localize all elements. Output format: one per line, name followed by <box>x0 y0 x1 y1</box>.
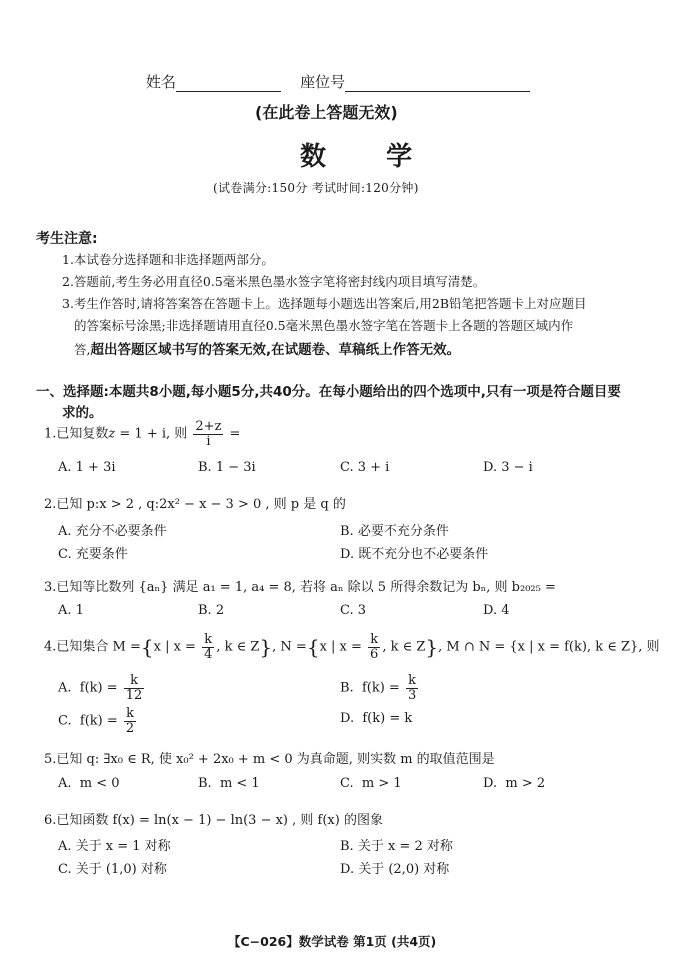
question-4-stem <box>44 633 660 661</box>
notice-item-3-text: 答, <box>74 342 91 357</box>
q4-brace-close-m: } <box>259 635 273 660</box>
q3-option-b: B. 2 <box>198 603 225 618</box>
q1-option-c: C. 3 + i <box>340 460 390 475</box>
q4-option-b-den: 3 <box>407 687 417 703</box>
q6-option-b: B. 关于 x = 2 对称 <box>340 839 453 854</box>
notice-heading: 考生注意: <box>36 231 98 247</box>
q4-option-a-den: 12 <box>125 687 143 703</box>
q4-brace-open-m: { <box>140 635 154 660</box>
q4-brace-close-n: } <box>425 635 439 660</box>
q4-set-m-pre: x | x = <box>153 639 201 655</box>
section-1-heading-line-2: 求的。 <box>62 405 103 421</box>
q4-option-c-fraction <box>124 707 136 735</box>
page-title: 数 学 <box>300 142 427 172</box>
q4-set-n-den: 6 <box>370 646 379 662</box>
q5-option-b: B. m < 1 <box>198 776 260 791</box>
q4-option-c-den: 2 <box>125 720 135 736</box>
seat-blank <box>345 77 530 92</box>
q1-fraction <box>193 420 223 448</box>
q4-set-n-fraction <box>368 633 380 661</box>
q4-set-n-pre: x | x = <box>319 639 367 655</box>
exam-info: (试卷满分:150分 考试时间:120分钟) <box>213 181 419 195</box>
q6-option-a: A. 关于 x = 1 对称 <box>58 839 171 854</box>
notice-item-3-line-1: 3.考生作答时,请将答案答在答题卡上。选择题每小题选出答案后,用2B铅笔把答题卡上对应题目 <box>62 296 587 311</box>
q4-set-m-den: 4 <box>204 646 213 662</box>
notice-item-3-line-3 <box>74 338 460 358</box>
q1-frac-den: i <box>206 433 211 449</box>
q6-option-d: D. 关于 (2,0) 对称 <box>340 862 450 877</box>
notice-item-2: 2.答题前,考生务必用直径0.5毫米黑色墨水签字笔将密封线内项目填写清楚。 <box>62 274 486 289</box>
name-blank <box>176 77 281 92</box>
q4-option-a-pre: A. f(k) = <box>58 680 122 696</box>
invalid-note: (在此卷上答题无效) <box>255 103 398 122</box>
q4-set-m-fraction <box>202 633 214 661</box>
q5-option-c: C. m > 1 <box>340 776 402 791</box>
notice-item-1: 1.本试卷分选择题和非选择题两部分。 <box>62 252 274 267</box>
question-1-stem <box>44 420 240 448</box>
q1-option-b: B. 1 − 3i <box>198 460 256 475</box>
q4-option-a-num: k <box>124 674 145 689</box>
q2-option-c: C. 充要条件 <box>58 547 128 562</box>
section-1-heading-line-1: 一、选择题:本题共8小题,每小题5分,共40分。在每小题给出的四个选项中,只有一项是符合题目要 <box>36 384 621 400</box>
q1-stem-b: = 1 + i, 则 <box>115 426 192 442</box>
q4-set-n-post: , k ∈ Z <box>382 639 426 655</box>
q4-option-b-fraction <box>406 674 418 702</box>
q4-option-c-pre: C. f(k) = <box>58 713 122 729</box>
q4-option-a <box>58 674 146 702</box>
page-footer: 【C−026】数学试卷 第1页 (共4页) <box>228 934 437 949</box>
q4-option-b-pre: B. f(k) = <box>340 680 404 696</box>
q4-set-n-num: k <box>368 633 380 648</box>
q4-option-c-num: k <box>124 707 136 722</box>
q4-set-m-num: k <box>202 633 214 648</box>
q4-stem-b: , N = <box>272 639 307 655</box>
q4-option-a-fraction <box>124 674 145 702</box>
question-2-stem: 2.已知 p:x > 2 , q:2x² − x − 3 > 0 , 则 p 是 q 的 <box>44 497 346 512</box>
q4-brace-open-n: { <box>306 635 320 660</box>
name-label: 姓名 <box>146 73 177 91</box>
q1-var-z: z <box>108 426 116 442</box>
q2-option-a: A. 充分不必要条件 <box>58 524 167 539</box>
q3-option-d: D. 4 <box>483 603 510 618</box>
q5-option-a: A. m < 0 <box>58 776 120 791</box>
q4-stem-c: , M ∩ N = {x | x = f(k), k ∈ Z}, 则 <box>438 639 660 655</box>
q1-stem-a: 1.已知复数 <box>44 426 109 442</box>
seat-label: 座位号 <box>300 73 346 91</box>
question-5-stem: 5.已知 q: ∃x₀ ∈ R, 使 x₀² + 2x₀ + m < 0 为真命题, 则实数 m 的取值范围是 <box>44 752 495 767</box>
name-field <box>146 71 530 92</box>
q3-option-c: C. 3 <box>340 603 367 618</box>
notice-item-3-line-2: 的答案标号涂黑;非选择题请用直径0.5毫米黑色墨水签字笔在答题卡上各题的答题区域内作 <box>74 318 574 333</box>
question-6-stem: 6.已知函数 f(x) = ln(x − 1) − ln(3 − x) , 则 f(x) 的图象 <box>44 813 383 828</box>
q1-stem-c: = <box>225 426 241 442</box>
q4-option-b-num: k <box>406 674 418 689</box>
q6-option-c: C. 关于 (1,0) 对称 <box>58 862 167 877</box>
q2-option-b: B. 必要不充分条件 <box>340 524 449 539</box>
q4-stem-a: 4.已知集合 M = <box>44 639 141 655</box>
q4-option-b <box>340 674 420 702</box>
q2-option-d: D. 既不充分也不必要条件 <box>340 547 489 562</box>
q4-option-d: D. f(k) = k <box>340 711 413 726</box>
q4-option-c <box>58 707 138 735</box>
q1-frac-num: 2+z <box>195 419 222 434</box>
q4-set-m-post: , k ∈ Z <box>216 639 260 655</box>
notice-bold-warning: 超出答题区域书写的答案无效,在试题卷、草稿纸上作答无效。 <box>90 342 461 358</box>
q3-option-a: A. 1 <box>58 603 84 618</box>
q1-option-d: D. 3 − i <box>483 460 533 475</box>
question-3-stem: 3.已知等比数列 {aₙ} 满足 a₁ = 1, a₄ = 8, 若将 aₙ 除以 5 所得余数记为 bₙ, 则 b₂₀₂₅ = <box>44 580 556 595</box>
q5-option-d: D. m > 2 <box>483 776 546 791</box>
q1-option-a: A. 1 + 3i <box>58 460 116 475</box>
